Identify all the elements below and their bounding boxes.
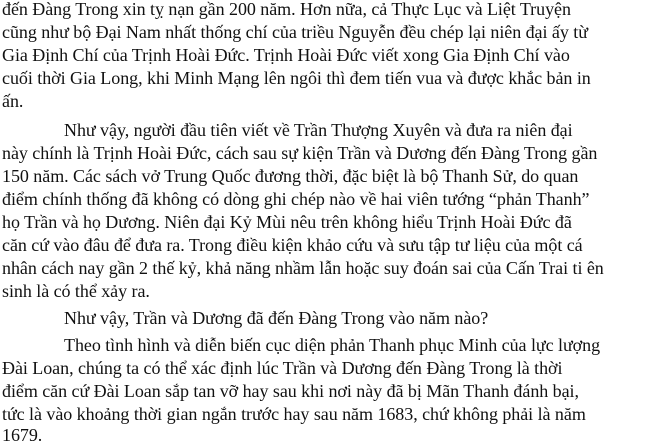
text-line: cũng như bộ Đại Nam nhất thống chí của triều Nguyễn đều chép lại niên đại ấy từ bbox=[2, 22, 588, 42]
text-line: họ Trần và họ Dương. Niên đại Kỷ Mùi nêu trên không hiểu Trịnh Hoài Đức đã bbox=[2, 212, 572, 232]
text-line: đến Đàng Trong xin tỵ nạn gần 200 năm. Hơn nữa, cả Thực Lục và Liệt Truyện bbox=[2, 0, 571, 19]
question-line: Như vậy, Trần và Dương đã đến Đàng Trong vào năm nào? bbox=[64, 308, 489, 328]
text-line: điểm chính thống đã không có dòng ghi chép nào về hai viên tướng “phản Thanh” bbox=[2, 189, 590, 209]
text-line: Đài Loan, chúng ta có thể xác định lúc Trần và Dương đến Đàng Trong là thời bbox=[2, 358, 563, 378]
text-line: nhân cách nay gần 2 thế kỷ, khả năng nhầm lẫn hoặc suy đoán sai của Cấn Trai ti ên bbox=[2, 258, 604, 278]
text-line: căn cứ vào đâu để đưa ra. Trong điều kiện khảo cứu và sưu tập tư liệu của một cá bbox=[2, 235, 583, 255]
text-line: này chính là Trịnh Hoài Đức, cách sau sự kiện Trần và Dương đến Đàng Trong gần bbox=[2, 143, 598, 163]
text-line: 150 năm. Các sách vở Trung Quốc đương thời, đặc biệt là bộ Thanh Sử, do quan bbox=[2, 166, 579, 186]
text-line: cuối thời Gia Long, khi Minh Mạng lên ngôi thì đem tiến vua và được khắc bản in bbox=[2, 68, 591, 88]
paragraph-first-line: Như vậy, người đầu tiên viết về Trần Thượng Xuyên và đưa ra niên đại bbox=[64, 120, 573, 140]
text-line: tức là vào khoảng thời gian ngắn trước hay sau năm 1683, chứ không phải là năm bbox=[2, 404, 586, 424]
text-line: sinh là có thể xảy ra. bbox=[2, 281, 150, 301]
text-line: Gia Định Chí của Trịnh Hoài Đức. Trịnh Hoài Đức viết xong Gia Định Chí vào bbox=[2, 45, 570, 65]
paragraph-first-line: Theo tình hình và diễn biến cục diện phản Thanh phục Minh của lực lượng bbox=[64, 335, 601, 355]
text-line: 1679. bbox=[2, 425, 43, 441]
text-line: ấn. bbox=[2, 91, 24, 111]
text-line: điểm căn cứ Đài Loan sắp tan vỡ hay sau khi nơi này đã bị Mãn Thanh đánh bại, bbox=[2, 381, 579, 401]
